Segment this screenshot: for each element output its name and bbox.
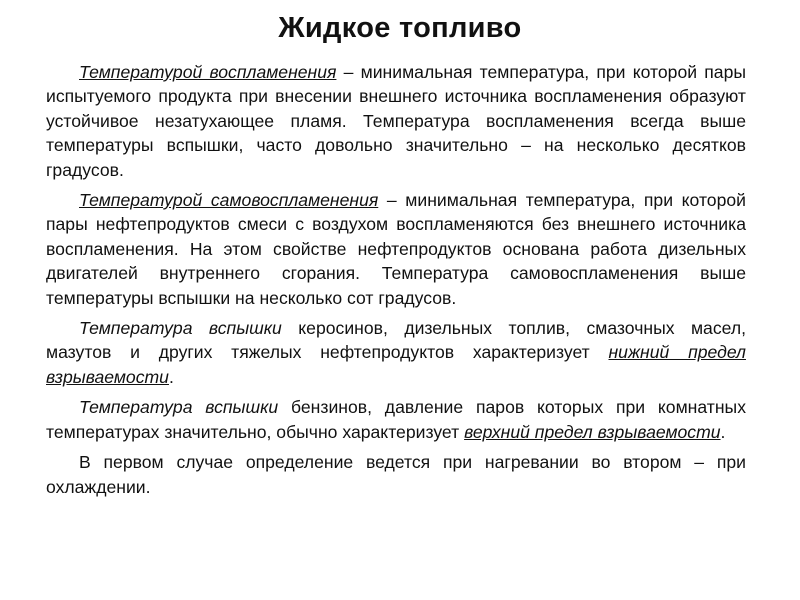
paragraph-flash-point-heavy [46, 316, 746, 389]
slide-body [46, 60, 746, 505]
paragraph-text: В первом случае определение ведется при нагревании во втором – при охлаждении. [46, 452, 746, 497]
paragraph-flash-point-gasoline [46, 395, 746, 444]
slide-title: Жидкое топливо [278, 12, 522, 44]
term-flash-point: Температура вспышки [79, 397, 279, 418]
paragraph-end: . [168, 366, 174, 387]
paragraph-conclusion [46, 450, 746, 499]
term-ignition-temperature: Температурой воспламенения [79, 62, 337, 82]
paragraph-text: керосинов, дизельных топлив, смазочных масел, мазутов и других тяжелых нефтепродуктов характеризует [46, 318, 746, 363]
paragraph-end: . [720, 421, 726, 442]
paragraph-text: бензинов, давление паров которых при комнатных температурах значительно, обычно характеризует [46, 397, 746, 442]
paragraph-ignition-temperature [46, 60, 746, 182]
lower-explosive-limit: нижний предел взрываемости [46, 342, 746, 387]
term-flash-point: Температура вспышки [79, 318, 282, 339]
term-autoignition-temperature: Температурой самовоспламенения [79, 190, 379, 211]
paragraph-text: – минимальная температура, при которой пары испытуемого продукта при внесении внешнего источника воспламенения образуют устойчивое незатухающее пламя. Температура воспламенения всегда выше температуры вспышки, часто довольно значительно – на несколько десятков градусов. [46, 62, 746, 180]
paragraph-autoignition-temperature [46, 188, 746, 310]
upper-explosive-limit: верхний предел взрываемости [464, 421, 721, 442]
paragraph-text: – минимальная температура, при которой пары нефтепродуктов смеси с воздухом воспламеняются без внешнего источника воспламенения. На этом свойстве нефтепродуктов основана работа дизельных двигателей внутреннего сгорания. Температура самовоспламенения выше температуры вспышки на несколько сот градусов. [46, 190, 746, 308]
